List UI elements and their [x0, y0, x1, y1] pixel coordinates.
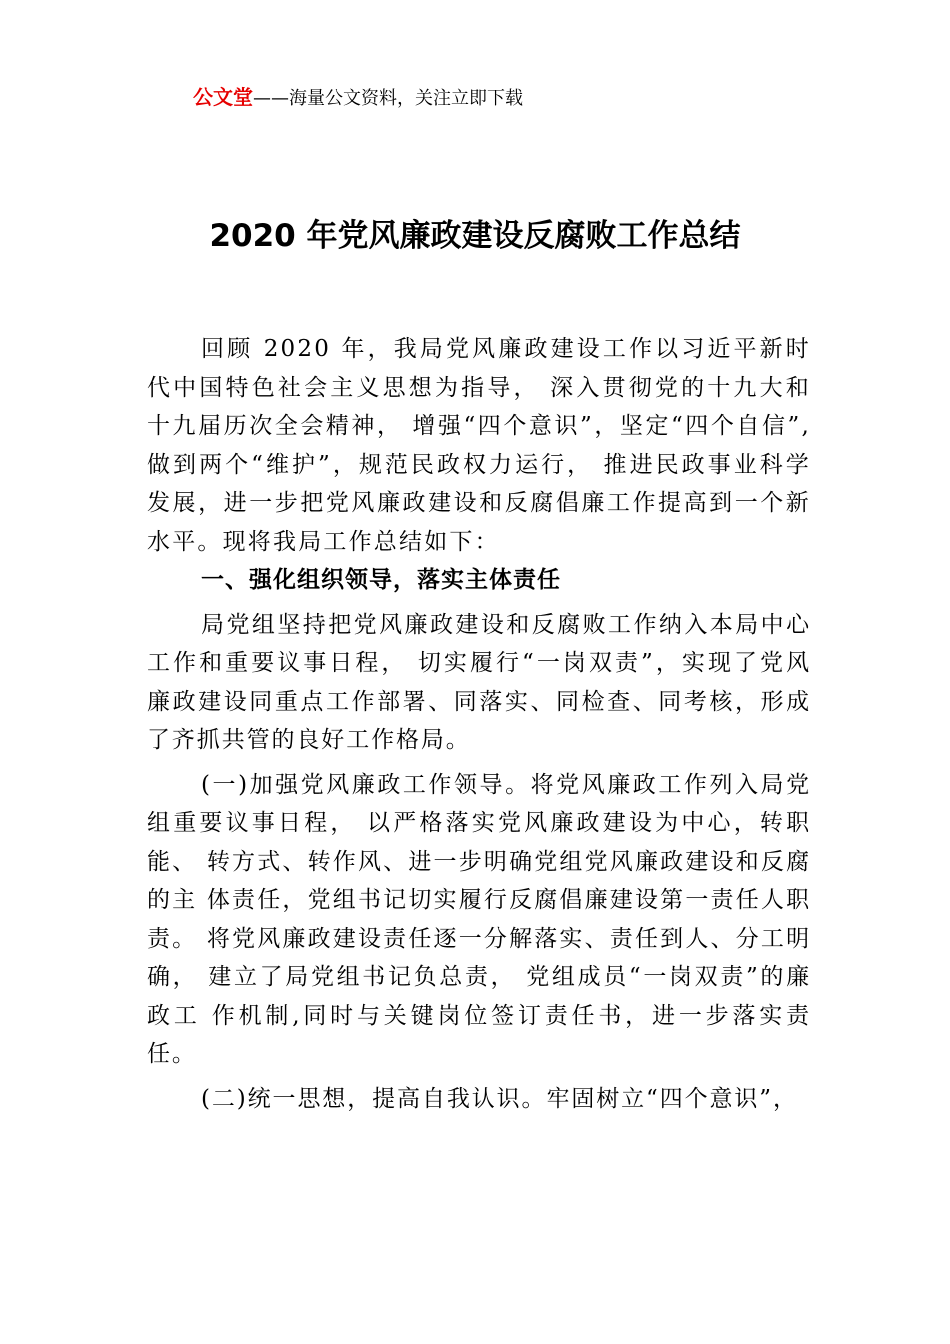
header-banner [193, 84, 523, 112]
item-1-paragraph: (一)加强党风廉政工作领导。将党风廉政工作列入局党组重要议事日程， 以严格落实党风廉政建设为中心，转职能、 转方式、转作风、进一步明确党组党风廉政建设和反腐的主 体责任，党组书记切实履行反腐倡廉建设第一责任人职责。 将党风廉政建设责任逐一分解落实、责任到人、分工明确， 建立了局党组书记负总责， 党组成员“一岗双责”的廉政工 作机制,同时与关键岗位签订责任书，进一步落实责任。 [147, 771, 811, 1067]
document-body [147, 330, 811, 1118]
item-2-paragraph: (二)统一思想，提高自我认识。牢固树立“四个意识”， [201, 1085, 798, 1112]
intro-paragraph: 回顾 2020 年，我局党风廉政建设工作以习近平新时代中国特色社会主义思想为指导， 深入贯彻党的十九大和十九届历次全会精神， 增强“四个意识”，坚定“四个自信”,做到两个“维护”，规范民政权力运行， 推进民政事业科学发展，进一步把党风廉政建设和反腐倡廉工作提高到一个新水平。现将我局工作总结如下： [147, 336, 811, 555]
header-dash: —— [253, 88, 289, 109]
brand-name: 公文堂 [193, 85, 253, 109]
section-1-paragraph: 局党组坚持把党风廉政建设和反腐败工作纳入本局中心工作和重要议事日程， 切实履行“一岗双责”，实现了党风 廉政建设同重点工作部署、同落实、同检查、同考核，形成 了齐抓共管的良好工作格局。 [147, 611, 811, 753]
document-title: 2020 年党风廉政建设反腐败工作总结 [209, 218, 741, 254]
header-tagline: 海量公文资料，关注立即下载 [289, 88, 523, 109]
section-heading-1: 一、强化组织领导，落实主体责任 [201, 567, 561, 593]
